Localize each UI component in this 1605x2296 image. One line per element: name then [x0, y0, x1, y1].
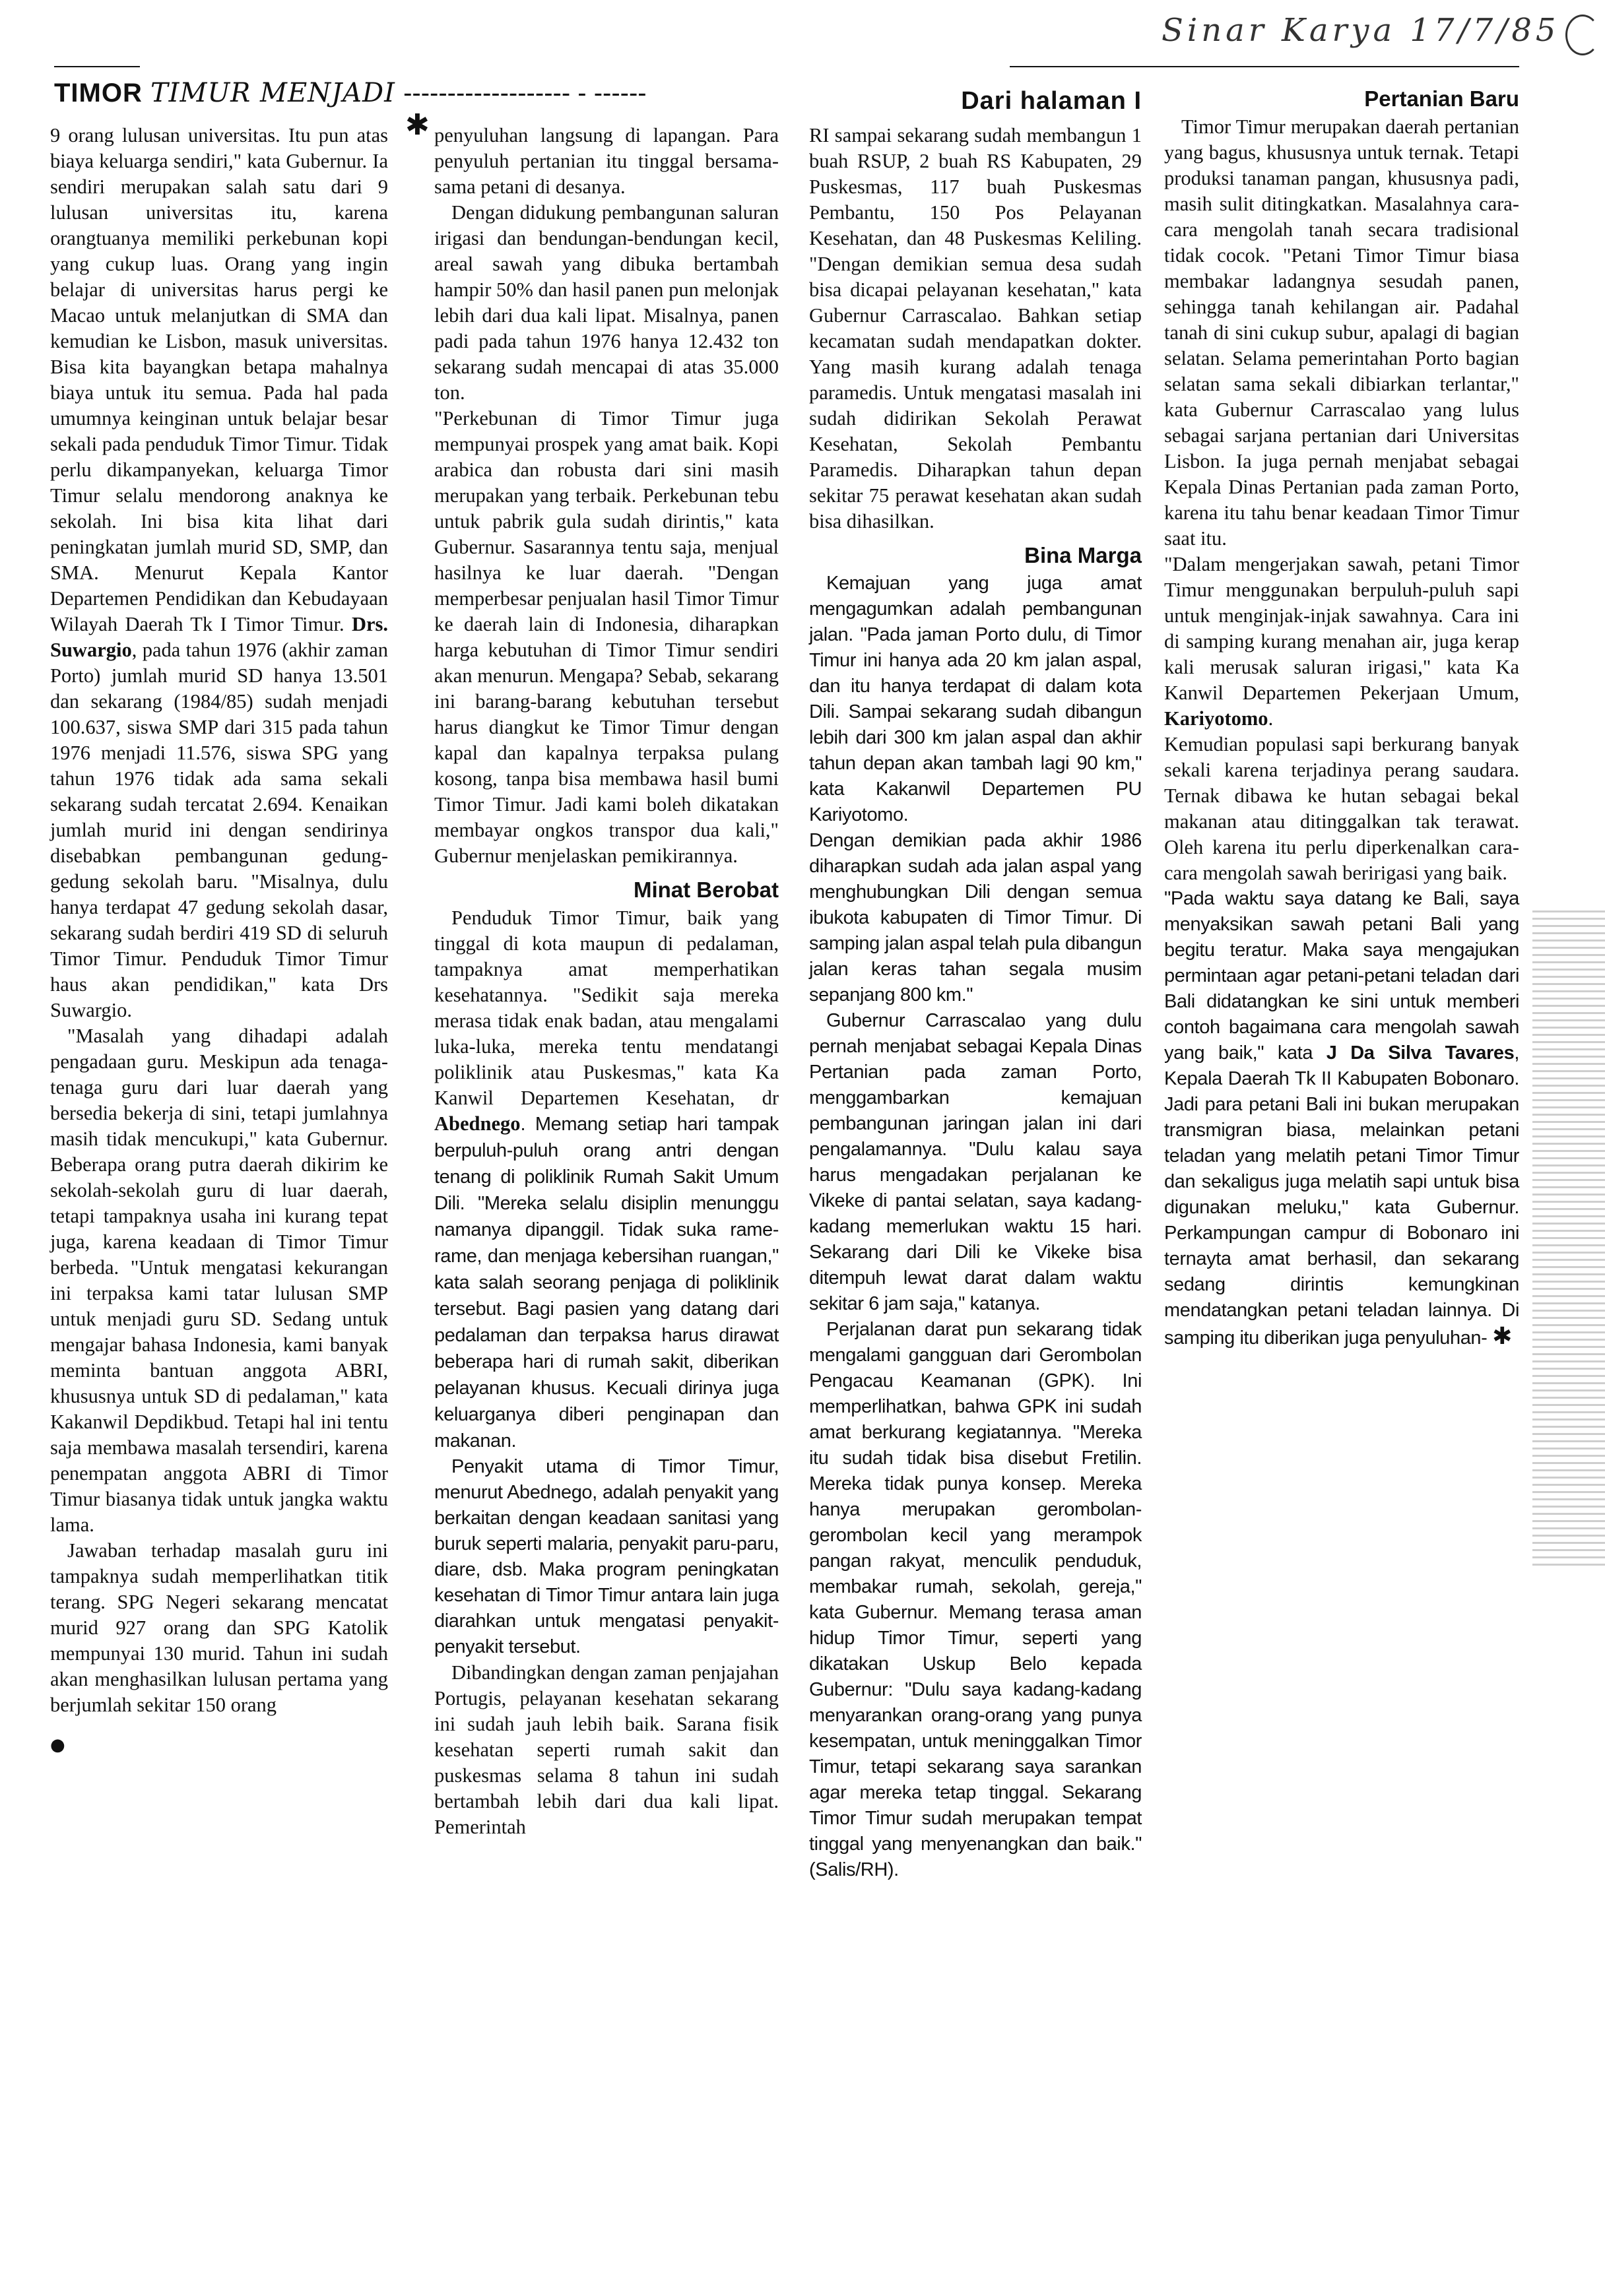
col4-paragraph-1: Timor Timur merupakan daerah pertanian yang bagus, khususnya untuk ternak. Tetapi produksi tanaman pangan, khususnya padi, masih sulit ditingkatkan. Masalahnya cara-cara mengolah tanah secara tradisional tidak cocok. "Petani Timor Timur biasa membakar ladangnya sesudah panen, sehingga tanah kehilangan air. Padahal tanah di sini cukup subur, apalagi di bagian selatan. Selama pemerintahan Porto bagian selatan sama sekali dibiarkan terlantar," kata Gubernur Carrascalao yang lulus sebagai sarjana pertanian dari Universitas Lisbon. Ia juga pernah menjabat sebagai Kepala Dinas Pertanian pada zaman Porto, karena itu tahu benar keadaan Timor Timur saat itu.: [1164, 115, 1519, 550]
col4-paragraph-2: "Dalam mengerjakan sawah, petani Timor Timur menggunakan berpuluh-puluh sapi untuk menginjak-injak sawahnya. Cara ini di samping kurang menahan air, juga kerap kali merusak saluran irigasi," kata Ka Kanwil Departemen Pekerjaan Umum, Kariyotomo.: [1164, 553, 1519, 730]
col3-paragraph-2: Kemajuan yang juga amat mengagumkan adalah pembangunan jalan. "Pada jaman Porto dulu, di Timor Timur ini hanya ada 20 km jalan aspal, dan itu hanya terdapat di dalam kota Dili. Sampai sekarang sudah dibangun lebih dari 300 km jalan aspal dan akhir tahun depan akan tambah lagi 90 km," kata Kakanwil Departemen PU Kariyotomo.: [809, 573, 1142, 825]
col3-paragraph-5: Perjalanan darat pun sekarang tidak mengalami gangguan dari Gerombolan Pengacau Keamanan (GPK). Ini memperlihatkan, bahwa GPK ini sudah amat berkurang kegiatannya. "Mereka itu sudah tidak bisa disebut Fretilin. Mereka tidak punya konsep. Mereka hanya merupakan gerombolan-gerombolan kecil yang merampok pangan rakyat, menculik penduduk, membakar rumah, sekolah, gereja," kata Gubernur. Memang terasa aman hidup Timor Timur, seperti yang dikatakan Uskup Belo kepada Gubernur: "Dulu saya kadang-kadang menyarankan orang-orang yang punya kesempatan, untuk meninggalkan Timor Timur, tetapi sekarang saya sarankan agar mereka tetap tinggal. Sekarang Timor Timur sudah merupakan tempat tinggal yang menyenangkan dan baik." (Salis/RH).: [809, 1319, 1142, 1880]
col2-paragraph-6: Dibandingkan dengan zaman penjajahan Portugis, pelayanan kesehatan sekarang ini sudah jauh lebih baik. Sarana fisik kesehatan seperti rumah sakit dan puskesmas selama 8 tahun ini sudah bertambah lebih dari dua kali lipat. Pemerintah: [434, 1661, 779, 1838]
column-2: [434, 123, 779, 2168]
subheading-bina-marga: Bina Marga: [1024, 543, 1142, 567]
top-rule-left: [54, 66, 140, 67]
col1-paragraph-3: Jawaban terhadap masalah guru ini tampaknya sudah memperlihatkan titik terang. SPG Negeri sekarang mencatat murid 927 orang dan SPG Katolik mempunyai 130 murid. Tahun ini sudah akan menghasilkan lulusan pertama yang berjumlah sekitar 150 orang: [50, 1539, 388, 1716]
column-4: [1164, 86, 1519, 1537]
headline-continued-from: Dari halaman I: [961, 87, 1142, 115]
col2-paragraph-5: Penyakit utama di Timor Timur, menurut Abednego, adalah penyakit yang berkaitan dengan keadaan sanitasi yang buruk seperti malaria, penyakit paru-paru, diare, dsb. Maka program peningkatan kesehatan di Timor Timur antara lain juga diarahkan untuk mengatasi penyakit-penyakit tersebut.: [434, 1456, 779, 1657]
dot-mark: ●: [50, 1735, 65, 1755]
headline-dashes: ------------------- - ------: [403, 79, 647, 108]
headline-title-print: TIMOR: [54, 79, 143, 108]
col3-paragraph-4: Gubernur Carrascalao yang dulu pernah menjabat sebagai Kepala Dinas Pertanian pada zaman Porto, menggambarkan kemajuan pembangunan jaringan jalan ini dari pengalamannya. "Dulu kalau saya harus mengadakan perjalanan ke Vikeke di pantai selatan, saya kadang-kadang memerlukan waktu 15 hari. Sekarang dari Dili ke Vikeke bisa ditempuh lewat darat dalam waktu sekitar 6 jam saja," katanya.: [809, 1010, 1142, 1314]
col2-paragraph-3: "Perkebunan di Timor Timur juga mempunyai prospek yang amat baik. Kopi arabica dan robusta dari sini masih merupakan yang terbaik. Perkebunan tebu untuk pabrik gula sudah dirintis," kata Gubernur. Sasarannya tentu saja, menjual hasilnya ke luar daerah. "Dengan memperbesar penjualan hasil Timor Timur ke daerah lain di Indonesia, diharapkan harga kebutuhan di Timor Timur sendiri akan menurun. Mengapa? Sebab, sekarang ini barang-barang kebutuhan tersebut harus diangkut ke Timor Timur dengan kapal dan kapalnya terpaksa pulang kosong, tanpa bisa membawa hasil bumi Timor Timur. Jadi kami boleh dikatakan membayar ongkos transpor dua kali," Gubernur menjelaskan pemikirannya.: [434, 407, 779, 867]
end-star-marker: ✱: [1492, 1323, 1512, 1350]
col2-paragraph-4: Penduduk Timor Timur, baik yang tinggal di kota maupun di pedalaman, tampaknya amat memperhatikan kesehatannya. "Sedikit saja mereka merasa tidak enak badan, atau mengalami luka-luka, mereka tentu mendatangi poliklinik atau Puskesmas," kata Ka Kanwil Departemen Kesehatan, dr Abednego. Memang setiap hari tampak berpuluh-puluh orang antri dengan tenang di poliklinik Rumah Sakit Umum Dili. "Mereka selalu disiplin menunggu namanya dipanggil. Tidak suka rame-rame, dan menjaga kebersihan ruangan," kata salah seorang penjaga di poliklinik tersebut. Bagi pasien yang datang dari pedalaman dan terpaksa harus dirawat beberapa hari di rumah sakit, diberikan pelayanan khusus. Kecuali dirinya juga keluarganya diberi penginapan dan makanan.: [434, 907, 779, 1451]
headline-title-handwritten: TIMUR MENJADI: [150, 78, 395, 108]
col2-paragraph-1: penyuluhan langsung di lapangan. Para penyuluh pertanian itu tinggal bersama-sama petani di desanya.: [434, 124, 779, 198]
column-1: [50, 123, 388, 2102]
subheading-pertanian-baru: Pertanian Baru: [1364, 86, 1519, 111]
column-3: [809, 123, 1142, 2168]
col2-paragraph-2: Dengan didukung pembangunan saluran irigasi dan bendungan-bendungan kecil, areal sawah yang dibuka bertambah hampir 50% dan hasil panen pun melonjak lebih dari dua kali lipat. Misalnya, panen padi pada tahun 1976 hanya 12.432 ton sekarang sudah mencapai di atas 35.000 ton.: [434, 201, 779, 404]
col3-paragraph-3: Dengan demikian pada akhir 1986 diharapkan sudah ada jalan aspal yang menghubungkan Dili dengan semua ibukota kabupaten di Timor Timur. Di samping jalan aspal telah pula dibangun jalan keras tahan segala musim sepanjang 800 km.": [809, 830, 1142, 1005]
col3-paragraph-1: RI sampai sekarang sudah membangun 1 buah RSUP, 2 buah RS Kabupaten, 29 Puskesmas, 117 buah Puskesmas Pembantu, 150 Pos Pelayanan Kesehatan, dan 48 Puskesmas Keliling. "Dengan demikian semua desa sudah bisa dicapai pelayanan kesehatan," kata Gubernur Carrascalao. Bahkan setiap kecamatan sudah mendapatkan dokter. Yang masih kurang adalah tenaga paramedis. Untuk mengatasi masalah ini sudah didirikan Sekolah Perawat Kesehatan, Sekolah Pembantu Paramedis. Diharapkan tahun depan sekitar 75 perawat kesehatan akan sudah bisa dihasilkan.: [809, 124, 1142, 532]
subheading-minat-berobat: Minat Berobat: [633, 877, 779, 902]
handwritten-circle-mark: [1565, 15, 1600, 55]
col4-paragraph-4: "Pada waktu saya datang ke Bali, saya menyaksikan sawah petani Bali yang begitu teratur. Maka saya mengajukan permintaan agar petani-petani teladan dari Bali didatangkan ke sini untuk memberi contoh bagaimana cara mengolah sawah yang baik," kata J Da Silva Tavares, Kepala Daerah Tk II Kabupaten Bobonaro. Jadi para petani Bali ini bukan merupakan transmigran biasa, melainkan petani teladan yang melatih petani Timor Timur dan sekaligus juga melatih sapi untuk bisa digunakan meluku," kata Gubernur. Perkampungan campur di Bobonaro ini ternayta amat berhasil, dan sekarang sedang dirintis kemungkinan mendatangkan petani teladan lainnya. Di samping itu diberikan juga penyuluhan- ✱: [1164, 888, 1519, 1350]
col1-paragraph-2: "Masalah yang dihadapi adalah pengadaan guru. Meskipun ada tenaga-tenaga guru dari luar daerah yang bersedia bekerja di sini, tetapi jumlahnya masih tidak mencukupi," kata Gubernur. Beberapa orang putra daerah dikirim ke sekolah-sekolah guru di luar daerah, tetapi tampaknya usaha ini kurang tepat juga, karena keadaan di Timor Timur berbeda. "Untuk mengatasi kekurangan ini terpaksa kami tatar lulusan SMP untuk menjadi guru SD. Sedang untuk mengajar bahasa Indonesia, kami banyak meminta bantuan anggota ABRI, khususnya untuk SD di pedalaman," kata Kakanwil Depdikbud. Tetapi hal ini tentu saja membawa masalah tersendiri, karena penempatan anggota ABRI di Timor Timur biasanya tidak untuk jangka waktu lama.: [50, 1025, 388, 1536]
col1-paragraph-1: 9 orang lulusan universitas. Itu pun atas biaya keluarga sendiri," kata Gubernur. Ia sendiri merupakan salah satu dari 9 lulusan universitas itu, karena orangtuanya memiliki perkebunan kopi yang cukup luas. Orang yang ingin belajar di universitas harus pergi ke Macao untuk melanjutkan di SMA dan kemudian ke Lisbon, masuk universitas. Bisa kita bayangkan betapa mahalnya biaya untuk itu semua. Pada hal pada umumnya keinginan untuk belajar besar sekali pada penduduk Timor Timur. Tidak perlu dikampanyekan, keluarga Timor Timur selalu mendorong anaknya ke sekolah. Ini bisa kita lihat dari peningkatan jumlah murid SD, SMP, dan SMA. Menurut Kepala Kantor Departemen Pendidikan dan Kebudayaan Wilayah Daerah Tk I Timor Timur. Drs. Suwargio, pada tahun 1976 (akhir zaman Porto) jumlah murid SD hanya 13.501 dan sekarang (1984/85) sudah menjadi 100.637, siswa SMP dari 315 pada tahun 1976 menjadi 11.576, siswa SPG yang tahun 1976 tidak ada sama sekali sekarang sudah tercatat 2.694. Kenaikan jumlah murid ini dengan sendirinya disebabkan pembangunan gedung-gedung sekolah baru. "Misalnya, dulu hanya terdapat 47 gedung sekolah dasar, sekarang sudah berdiri 419 SD di seluruh Timor Timur. Penduduk Timor Timur haus akan pendidikan," kata Drs Suwargio.: [50, 124, 388, 1021]
scan-edge-noise: [1532, 910, 1605, 1570]
handwritten-source-note: Sinar Karya 17/7/85: [1162, 12, 1560, 49]
col4-paragraph-3: Kemudian populasi sapi berkurang banyak sekali karena terjadinya perang saudara. Ternak dibawa ke hutan sebagai bekal makanan atau ditinggalkan tak terawat. Oleh karena itu perlu diperkenalkan cara-cara mengolah sawah beririgasi yang baik.: [1164, 733, 1519, 884]
top-rule-right: [1010, 66, 1519, 67]
star-marker: ✱: [405, 108, 430, 142]
